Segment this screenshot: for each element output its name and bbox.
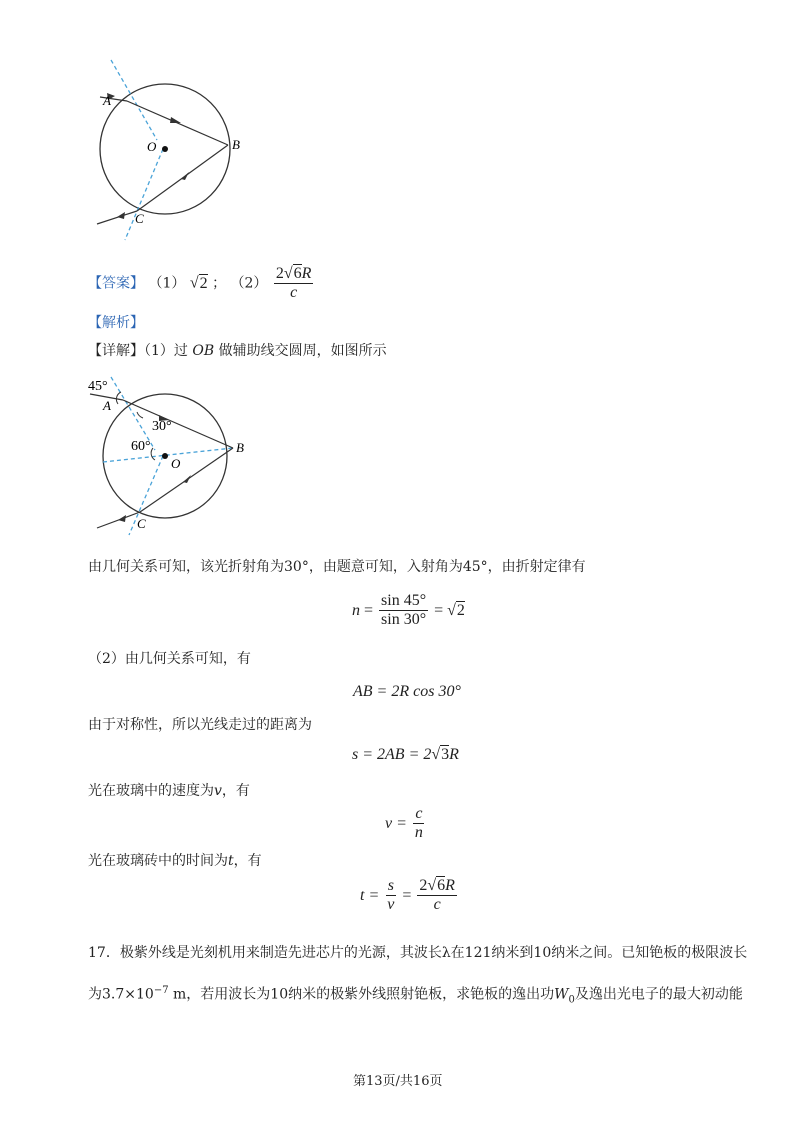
angle-label-60: 60° <box>131 439 151 454</box>
answer-part2-fraction: $\frac{2√6R}{c}$ <box>275 265 312 301</box>
paragraph-3: 由于对称性，所以光线走过的距离为 <box>88 717 312 733</box>
normal-line-C <box>125 149 163 240</box>
answer-part1-value: √2 <box>189 274 208 292</box>
paragraph-5: 光在玻璃砖中的时间为t，有 <box>88 853 262 869</box>
detail-tag: 【详解】 <box>88 343 144 359</box>
angle-label-30: 30° <box>152 419 172 434</box>
center-point <box>162 146 168 152</box>
equation-v: v = $\frac{c}{n}$ <box>385 805 423 841</box>
angle-arc-45 <box>116 392 121 404</box>
exit-ray <box>97 211 137 224</box>
paragraph-4: 光在玻璃中的速度为v，有 <box>88 783 250 799</box>
equation-ab: AB = 2R cos 30° <box>353 683 461 700</box>
equation-s: s = 2AB = 2√3R <box>352 746 459 763</box>
answer-part1-prefix: （1） <box>148 275 186 292</box>
detail-line: 【详解】（1）过 OB 做辅助线交圆周，如图所示 <box>88 343 387 359</box>
arrow-head <box>181 172 189 180</box>
angle-arc-30 <box>137 412 143 418</box>
answer-line <box>88 265 315 302</box>
analysis-tag: 【解析】 <box>88 315 144 331</box>
answer-separator: ； <box>212 275 227 292</box>
label-C: C <box>137 516 146 531</box>
figure-1-diagram <box>85 55 255 245</box>
arrow-head <box>117 212 125 219</box>
page-footer: 第13页/共16页 <box>353 1074 443 1089</box>
normal-line-C <box>129 456 163 535</box>
arrow-head <box>170 117 181 123</box>
auxiliary-line-OB <box>103 448 233 462</box>
center-point <box>162 453 168 459</box>
label-B: B <box>236 440 244 455</box>
label-C: C <box>135 211 144 226</box>
label-B: B <box>232 137 240 152</box>
paragraph-2: （2）由几何关系可知，有 <box>88 651 251 667</box>
angle-label-45: 45° <box>88 379 108 394</box>
equation-t: t = $\frac{s}{v}$ = $\frac{2√6R}{c}$ <box>360 877 455 913</box>
equation-n: n = $\frac{\sin 45^\circ}{\sin 30^\circ}$ = √ 2 <box>352 592 465 628</box>
arrow-head <box>183 475 191 483</box>
arrow-head <box>118 515 126 522</box>
answer-part2-prefix: （2） <box>230 275 268 292</box>
question-17-line-2: 为$3.7\times 10^{-7}$ m，若用波长为10纳米的极紫外线照射铯板，求铯板的逸出功$W_0$及逸出光电子的最大初动能 <box>88 985 743 1006</box>
figure-2-diagram <box>85 372 260 537</box>
paragraph-1: 由几何关系可知，该光折射角为30°，由题意可知，入射角为45°，由折射定律有 <box>88 559 586 575</box>
label-O: O <box>171 456 181 471</box>
question-17-line-1: 17．极紫外线是光刻机用来制造先进芯片的光源，其波长λ在121纳米到10纳米之间。已知铯板的极限波长 <box>88 945 748 961</box>
answer-tag: 【答案】 <box>88 275 144 292</box>
label-A: A <box>103 93 111 108</box>
label-A: A <box>103 398 111 413</box>
label-O: O <box>147 139 157 154</box>
